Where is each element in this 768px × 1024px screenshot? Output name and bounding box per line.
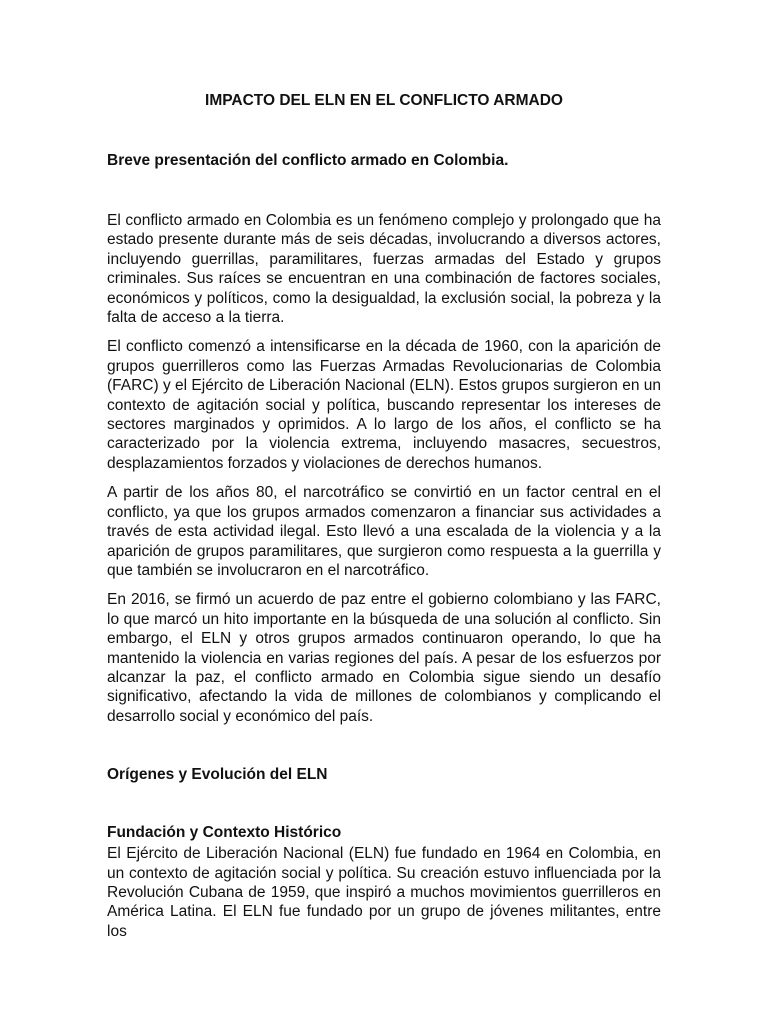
subsection-heading-foundation: Fundación y Contexto Histórico [107, 824, 342, 842]
paragraph: El conflicto comenzó a intensificarse en la década de 1960, con la aparición de grupos guerrilleros como las Fuerzas Armadas Revolucionarias de Colombia (FARC) y el Ejército de Liberación Nacional (ELN). Estos grupos surgieron en un contexto de agitación social y política, buscando representar los intereses de sectores marginados y oprimidos. A lo largo de los años, el conflicto se ha caracterizado por la violencia extrema, incluyendo masacres, secuestros, desplazamientos forzados y violaciones de derechos humanos. [107, 338, 661, 472]
section-heading-eln-origins: Orígenes y Evolución del ELN [107, 766, 328, 784]
paragraph: A partir de los años 80, el narcotráfico se convirtió en un factor central en el conflicto, ya que los grupos armados comenzaron a financiar sus actividades a través de esta actividad ilegal. Esto llevó a una escalada de la violencia y a la aparición de grupos paramilitares, que surgieron como respuesta a la guerrilla y que también se involucraron en el narcotráfico. [107, 484, 661, 579]
document-page [107, 91, 661, 941]
paragraph: El conflicto armado en Colombia es un fenómeno complejo y prolongado que ha estado presente durante más de seis décadas, involucrando a diversos actores, incluyendo guerrillas, paramilitares, fuerzas armadas del Estado y grupos criminales. Sus raíces se encuentran en una combinación de factores sociales, económicos y políticos, como la desigualdad, la exclusión social, la pobreza y la falta de acceso a la tierra. [107, 212, 661, 327]
paragraph: En 2016, se firmó un acuerdo de paz entre el gobierno colombiano y las FARC, lo que marcó un hito importante en la búsqueda de una solución al conflicto. Sin embargo, el ELN y otros grupos armados continuaron operando, lo que ha mantenido la violencia en varias regiones del país. A pesar de los esfuerzos por alcanzar la paz, el conflicto armado en Colombia sigue siendo un desafío significativo, afectando la vida de millones de colombianos y complicando el desarrollo social y económico del país. [107, 591, 661, 725]
section-heading-conflict-overview: Breve presentación del conflicto armado en Colombia. [107, 152, 509, 169]
document-title: IMPACTO DEL ELN EN EL CONFLICTO ARMADO [205, 92, 563, 109]
paragraph: El Ejército de Liberación Nacional (ELN) fue fundado en 1964 en Colombia, en un contexto de agitación social y política. Su creación estuvo influenciada por la Revolución Cubana de 1959, que inspiró a muchos movimientos guerrilleros en América Latina. El ELN fue fundado por un grupo de jóvenes militantes, entre los [107, 845, 661, 940]
